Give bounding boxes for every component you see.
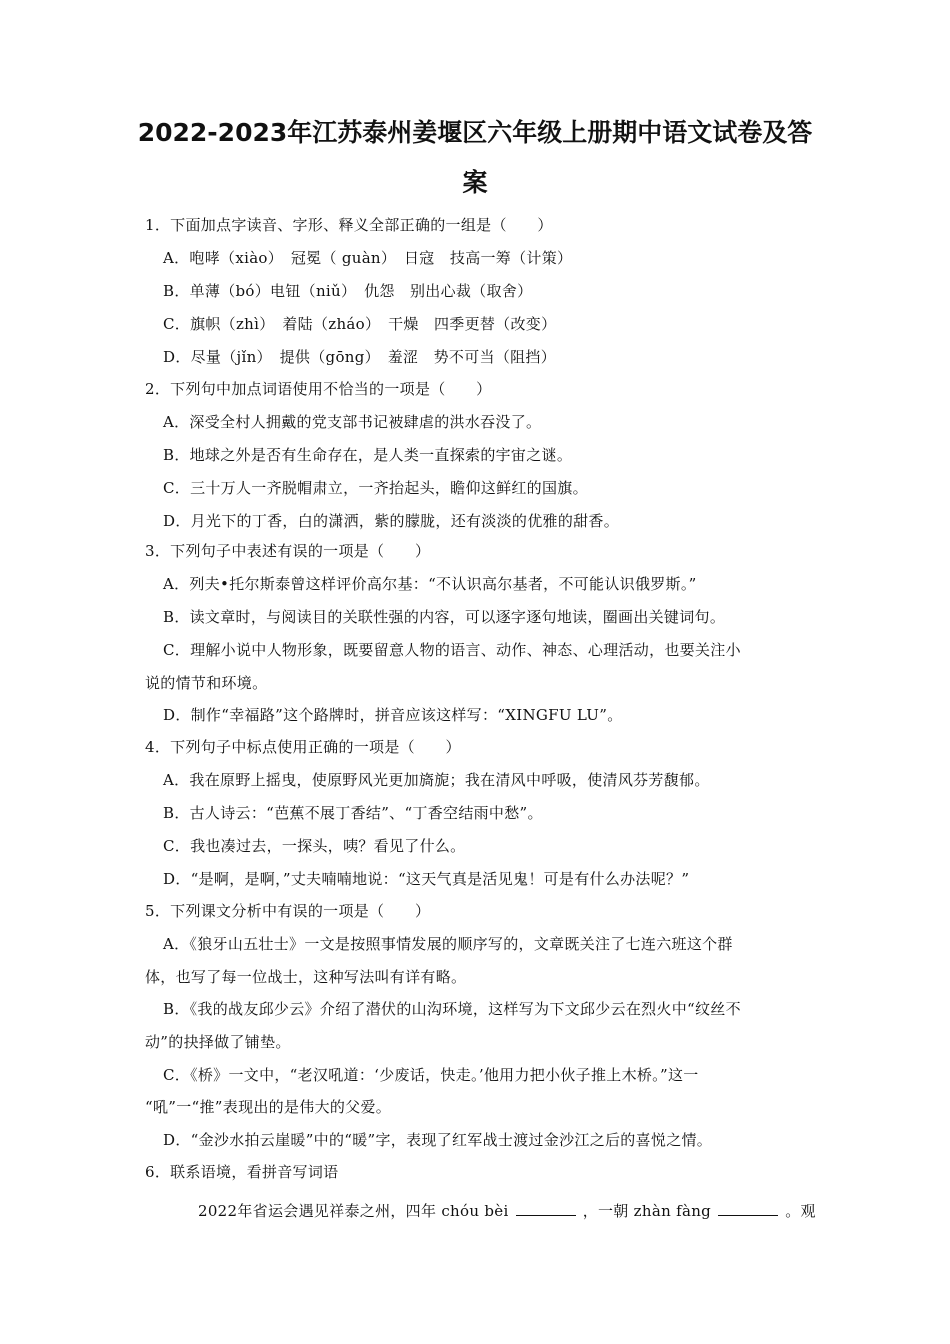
question-6-passage	[198, 1199, 816, 1222]
question-2-stem: 2．下列句中加点词语使用不恰当的一项是（ ）	[145, 380, 492, 398]
question-6-stem: 6．联系语境，看拼音写词语	[145, 1163, 339, 1181]
document-title-line-2: 案	[462, 168, 488, 197]
answer-blank-1[interactable]	[516, 1199, 576, 1216]
question-3-option-b: B．读文章时，与阅读目的关联性强的内容，可以逐字逐句地读，圈画出关键词句。	[163, 608, 726, 626]
question-3-option-c-line-1: C．理解小说中人物形象，既要留意人物的语言、动作、神态、心理活动，也要关注小	[163, 641, 741, 659]
question-4-option-c: C．我也凑过去，一探头，咦？看见了什么。	[163, 837, 466, 855]
question-1-option-d: D．尽量（jǐn） 提供（gōng） 羞涩 势不可当（阻挡）	[163, 348, 557, 366]
question-5-option-b-line-2: 动”的抉择做了铺垫。	[145, 1033, 291, 1051]
question-5-option-c-line-2: “吼”一“推”表现出的是伟大的父爱。	[145, 1098, 392, 1116]
question-5-option-d: D．“金沙水拍云崖暖”中的“暖”字，表现了红军战士渡过金沙江之后的喜悦之情。	[163, 1131, 713, 1149]
document-title-line-1: 2022-2023年江苏泰州姜堰区六年级上册期中语文试卷及答	[137, 118, 813, 147]
question-1-option-a: A．咆哮（xiào） 冠冕（ guàn） 日寇 技高一筹（计策）	[163, 249, 573, 267]
answer-blank-2[interactable]	[718, 1199, 778, 1216]
question-1-stem: 1．下面加点字读音、字形、释义全部正确的一组是（ ）	[145, 216, 553, 234]
question-2-option-a: A．深受全村人拥戴的党支部书记被肆虐的洪水吞没了。	[163, 413, 542, 431]
question-1-option-b: B．单薄（bó）电钮（niǔ） 仇怨 别出心裁（取舍）	[163, 282, 533, 300]
passage-text-2: ，一朝 zhàn fàng	[582, 1202, 712, 1220]
question-3-option-d: D．制作“幸福路”这个路牌时，拼音应该这样写：“XINGFU LU”。	[163, 706, 623, 724]
question-4-option-b: B．古人诗云：“芭蕉不展丁香结”、“丁香空结雨中愁”。	[163, 804, 543, 822]
question-4-option-d: D．“是啊，是啊，”丈夫喃喃地说：“这天气真是活见鬼！可是有什么办法呢？”	[163, 870, 690, 888]
question-2-option-c: C．三十万人一齐脱帽肃立，一齐抬起头，瞻仰这鲜红的国旗。	[163, 479, 588, 497]
question-1-option-c: C．旗帜（zhì） 着陆（zháo） 干燥 四季更替（改变）	[163, 315, 557, 333]
passage-text-3: 。观	[785, 1202, 816, 1220]
question-5-option-b-line-1: B．《我的战友邱少云》介绍了潜伏的山沟环境，这样写为下文邱少云在烈火中“纹丝不	[163, 1000, 741, 1018]
question-3-stem: 3．下列句子中表述有误的一项是（ ）	[145, 542, 431, 560]
passage-text-1: 2022年省运会遇见祥泰之州，四年 chóu bèi	[198, 1202, 509, 1220]
question-5-option-c-line-1: C．《桥》一文中，“老汉吼道：‘少废话，快走。’他用力把小伙子推上木桥。”这一	[163, 1066, 699, 1084]
question-3-option-a: A．列夫•托尔斯泰曾这样评价高尔基：“不认识高尔基者，不可能认识俄罗斯。”	[163, 575, 697, 593]
question-2-option-b: B．地球之外是否有生命存在，是人类一直探索的宇宙之谜。	[163, 446, 573, 464]
question-5-option-a-line-2: 体，也写了每一位战士，这种写法叫有详有略。	[145, 968, 467, 986]
question-2-option-d: D．月光下的丁香，白的潇洒，紫的朦胧，还有淡淡的优雅的甜香。	[163, 512, 620, 530]
question-5-stem: 5．下列课文分析中有误的一项是（ ）	[145, 902, 431, 920]
question-4-option-a: A．我在原野上摇曳，使原野风光更加旖旎；我在清风中呼吸，使清风芬芳馥郁。	[163, 771, 710, 789]
question-5-option-a-line-1: A．《狼牙山五壮士》一文是按照事情发展的顺序写的，文章既关注了七连六班这个群	[163, 935, 733, 953]
question-4-stem: 4．下列句子中标点使用正确的一项是（ ）	[145, 738, 461, 756]
question-3-option-c-line-2: 说的情节和环境。	[145, 674, 268, 692]
